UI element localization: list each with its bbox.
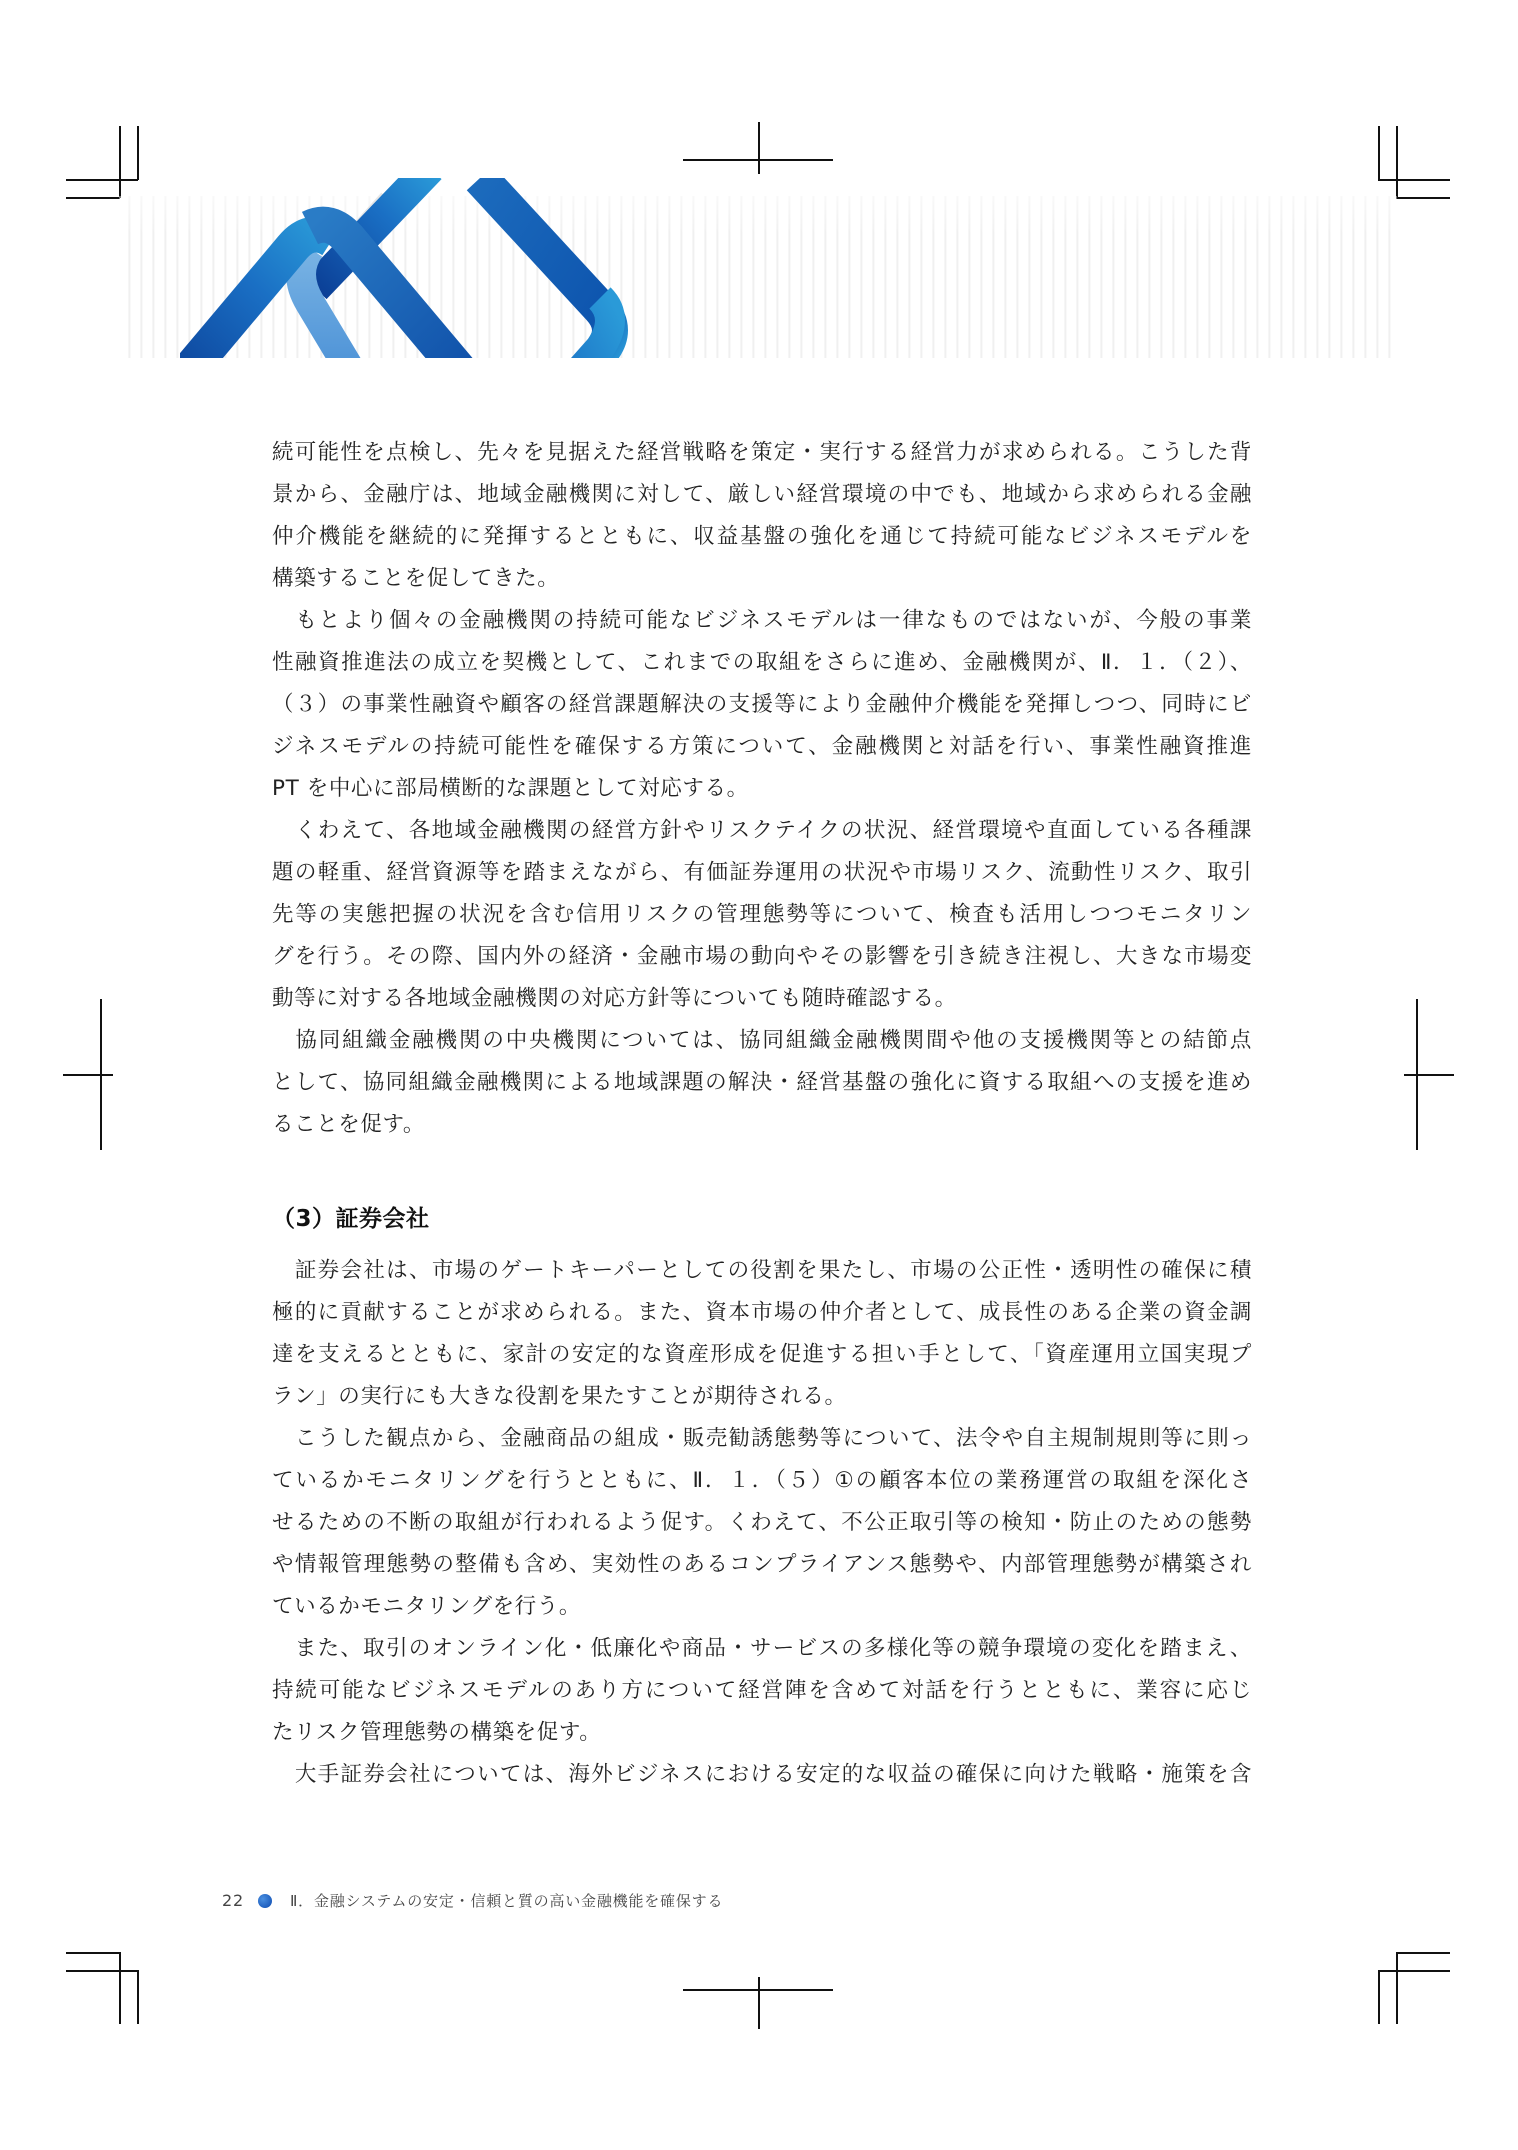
text-line: 協同組織金融機関の中央機関については、協同組織金融機関間や他の支援機関等との結節点: [272, 1028, 1252, 1053]
text-line: 証券会社は、市場のゲートキーパーとしての役割を果たし、市場の公正性・透明性の確保に積: [272, 1258, 1252, 1283]
text-line: 続可能性を点検し、先々を見据えた経営戦略を策定・実行する経営力が求められる。こうした背: [272, 440, 1252, 465]
page-number: 22: [222, 1891, 244, 1910]
crop-mark: [66, 197, 120, 199]
text-line: 構築することを促してきた。: [272, 566, 560, 591]
text-line: 題の軽重、経営資源等を踏まえながら、有価証券運用の状況や市場リスク、流動性リスク、取引: [272, 860, 1252, 885]
crop-mark: [1378, 1970, 1450, 1972]
text-line: （３）の事業性融資や顧客の経営課題解決の支援等により金融仲介機能を発揮しつつ、同時にビ: [272, 692, 1252, 717]
paragraph: [272, 1754, 1252, 1796]
text-line: 持続可能なビジネスモデルのあり方について経営陣を含めて対話を行うとともに、業容に応じ: [272, 1678, 1252, 1703]
crop-mark: [1404, 1074, 1454, 1076]
crop-mark: [1378, 179, 1450, 181]
crop-mark: [63, 1074, 113, 1076]
section-heading: （3）証券会社: [272, 1206, 430, 1232]
text-line: こうした観点から、金融商品の組成・販売勧誘態勢等について、法令や自主規制規則等に則っ: [272, 1426, 1252, 1451]
body-text-part2: [272, 1250, 1252, 1796]
text-line: ているかモニタリングを行う。: [272, 1594, 581, 1619]
paragraph: [272, 1628, 1252, 1754]
text-line: もとより個々の金融機関の持続可能なビジネスモデルは一律なものではないが、今般の事業: [272, 608, 1252, 633]
crop-mark: [758, 1977, 760, 2029]
paragraph: [272, 1250, 1252, 1418]
text-line: くわえて、各地域金融機関の経営方針やリスクテイクの状況、経営環境や直面している各種課: [272, 818, 1252, 843]
crop-mark: [66, 179, 138, 181]
ribbon-logo-icon: [180, 178, 660, 358]
crop-mark: [119, 126, 121, 198]
text-line: また、取引のオンライン化・低廉化や商品・サービスの多様化等の競争環境の変化を踏まえ、: [272, 1636, 1252, 1661]
crop-mark: [1396, 1952, 1450, 1954]
crop-mark: [66, 1970, 138, 1972]
crop-mark: [1378, 1970, 1380, 2024]
text-line: 動等に対する各地域金融機関の対応方針等についても随時確認する。: [272, 986, 957, 1011]
text-line: せるための不断の取組が行われるよう促す。くわえて、不公正取引等の検知・防止のための態勢: [272, 1510, 1252, 1535]
text-line: ジネスモデルの持続可能性を確保する方策について、金融機関と対話を行い、事業性融資推進: [272, 734, 1252, 759]
crop-mark: [1396, 197, 1450, 199]
paragraph: [272, 432, 1252, 600]
chapter-title: Ⅱ．金融システムの安定・信頼と質の高い金融機能を確保する: [289, 1892, 724, 1910]
text-line: 景から、金融庁は、地域金融機関に対して、厳しい経営環境の中でも、地域から求められる金融: [272, 482, 1252, 507]
text-line: 性融資推進法の成立を契機として、これまでの取組をさらに進め、金融機関が、Ⅱ．１．（２）、: [272, 650, 1252, 675]
text-line: PT を中心に部局横断的な課題として対応する。: [272, 776, 749, 801]
crop-mark: [1378, 126, 1380, 180]
text-line: ることを促す。: [272, 1112, 425, 1137]
body-text-part1: [272, 432, 1252, 1146]
crop-mark: [1396, 1952, 1398, 2024]
crop-mark: [137, 1970, 139, 2024]
text-line: ているかモニタリングを行うとともに、Ⅱ．１．（５）①の顧客本位の業務運営の取組を深化さ: [272, 1468, 1252, 1493]
crop-mark: [1396, 126, 1398, 198]
paragraph: [272, 600, 1252, 810]
page-footer: [222, 1890, 723, 1911]
text-line: 大手証券会社については、海外ビジネスにおける安定的な収益の確保に向けた戦略・施策を含: [272, 1762, 1252, 1787]
text-line: 極的に貢献することが求められる。また、資本市場の仲介者として、成長性のある企業の資金調: [272, 1300, 1252, 1325]
paragraph: [272, 1418, 1252, 1628]
bullet-dot-icon: [258, 1894, 272, 1908]
crop-mark: [758, 122, 760, 174]
crop-mark: [137, 126, 139, 180]
crop-mark: [119, 1952, 121, 2024]
text-line: として、協同組織金融機関による地域課題の解決・経営基盤の強化に資する取組への支援を進め: [272, 1070, 1252, 1095]
text-line: グを行う。その際、国内外の経済・金融市場の動向やその影響を引き続き注視し、大きな市場変: [272, 944, 1252, 969]
paragraph: [272, 1020, 1252, 1146]
paragraph: [272, 810, 1252, 1020]
text-line: や情報管理態勢の整備も含め、実効性のあるコンプライアンス態勢や、内部管理態勢が構築され: [272, 1552, 1252, 1577]
text-line: たリスク管理態勢の構築を促す。: [272, 1720, 602, 1745]
text-line: 先等の実態把握の状況を含む信用リスクの管理態勢等について、検査も活用しつつモニタリン: [272, 902, 1252, 927]
text-line: ラン」の実行にも大きな役割を果たすことが期待される。: [272, 1384, 847, 1409]
crop-mark: [66, 1952, 120, 1954]
text-line: 仲介機能を継続的に発揮するとともに、収益基盤の強化を通じて持続可能なビジネスモデルを: [272, 524, 1252, 549]
text-line: 達を支えるとともに、家計の安定的な資産形成を促進する担い手として、「資産運用立国実現プ: [272, 1342, 1252, 1367]
